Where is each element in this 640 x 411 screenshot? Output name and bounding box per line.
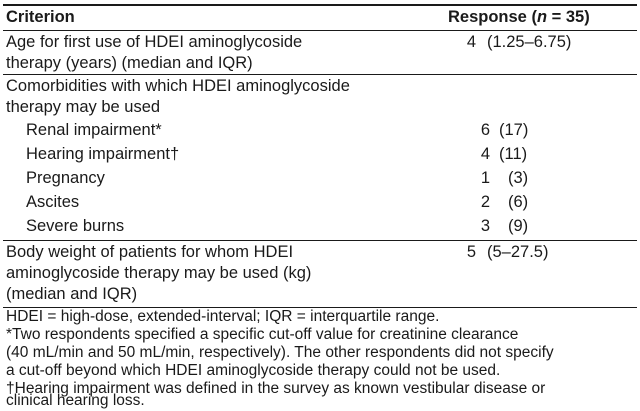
row-pregnancy-detail: (3) <box>508 169 529 187</box>
row-weight-detail: (5–27.5) <box>487 243 549 261</box>
row-renal-label: Renal impairment* <box>26 121 162 139</box>
row-burns-detail: (9) <box>508 217 529 235</box>
row-hearing-value: 4 <box>480 145 490 163</box>
row-pregnancy-value: 1 <box>480 169 490 187</box>
row-comorbidities-label-2: therapy may be used <box>6 98 161 116</box>
row-weight-value: 5 <box>466 243 476 261</box>
row-hearing-detail: (11) <box>499 145 528 163</box>
row-weight-label-3: (median and IQR) <box>6 285 138 303</box>
row-age-label-1: Age for first use of HDEI aminoglycoside <box>6 33 303 51</box>
row-comorbidities-label-1: Comorbidities with which HDEI aminoglycoside <box>6 77 350 95</box>
row-pregnancy-label: Pregnancy <box>26 169 105 187</box>
header-response-suffix: = 35) <box>547 8 590 26</box>
header-response-n: n <box>536 8 548 26</box>
header-response <box>448 6 590 28</box>
row-renal-value: 6 <box>480 121 490 139</box>
row-ascites-label: Ascites <box>26 193 80 211</box>
row-age-detail: (1.25–6.75) <box>487 33 572 51</box>
row-renal-detail: (17) <box>499 121 529 139</box>
row-ascites-value: 2 <box>480 193 490 211</box>
row-age-value: 4 <box>466 33 476 51</box>
footnote-star-line-2: (40 mL/min and 50 mL/min, respectively). The other respondents did not specify <box>6 344 554 361</box>
header-response-prefix: Response ( <box>448 8 537 26</box>
row-age-label-2: therapy (years) (median and IQR) <box>6 54 253 72</box>
header-criterion: Criterion <box>6 8 75 26</box>
footnote-star-line-1: *Two respondents specified a specific cut-off value for creatinine clearance <box>6 326 519 343</box>
footnote-dagger-line-1: †Hearing impairment was defined in the survey as known vestibular disease or <box>6 380 546 397</box>
footnote-star-line-3: a cut-off beyond which HDEI aminoglycoside therapy could not be used. <box>6 362 501 379</box>
row-weight-label-1: Body weight of patients for whom HDEI <box>6 243 294 261</box>
row-burns-label: Severe burns <box>26 217 125 235</box>
footnote-dagger-line-2: clinical hearing loss. <box>6 392 145 409</box>
footnote-abbreviations: HDEI = high-dose, extended-interval; IQR = interquartile range. <box>6 308 440 325</box>
row-weight-label-2: aminoglycoside therapy may be used (kg) <box>6 264 312 282</box>
row-ascites-detail: (6) <box>508 193 529 211</box>
row-burns-value: 3 <box>480 217 490 235</box>
row-hearing-label: Hearing impairment† <box>26 145 180 163</box>
